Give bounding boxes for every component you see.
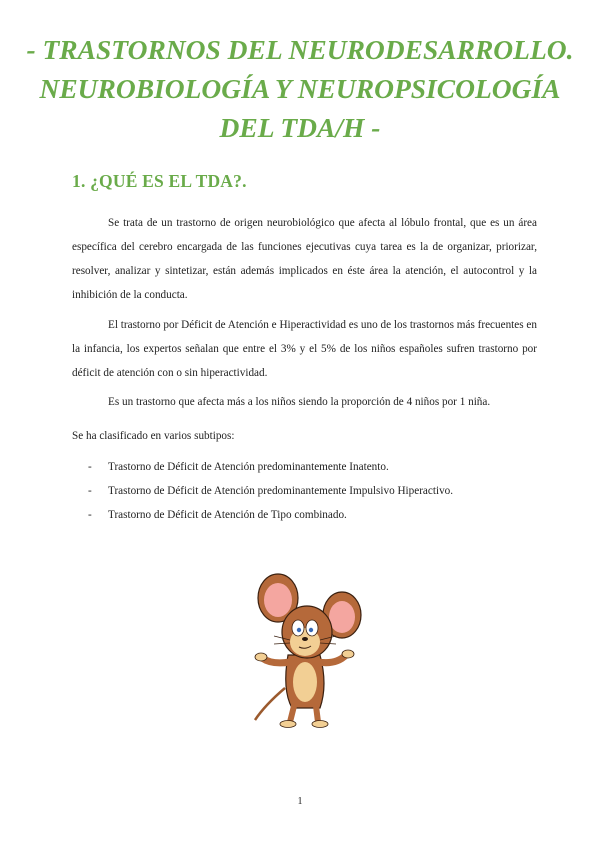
title-line-3: DEL TDA/H -	[219, 112, 381, 143]
bullet-dash: -	[88, 461, 92, 473]
list-item-text: Trastorno de Déficit de Atención de Tipo combinado.	[108, 509, 347, 521]
list-item	[88, 479, 538, 503]
list-item-text: Trastorno de Déficit de Atención predominantemente Impulsivo Hiperactivo.	[108, 485, 454, 497]
document-title	[20, 30, 580, 147]
title-line-1: - TRASTORNOS DEL NEURODESARROLLO.	[26, 34, 574, 65]
paragraph-definition: Se trata de un trastorno de origen neurobiológico que afecta al lóbulo frontal, que es un área específica del cerebro encargada de las funciones ejecutivas cuya tarea es la de organizar, priorizar, resolver, analizar y sintetizar, están además implicados en éste área la atención, el autocontrol y la inhibición de la conducta.	[72, 217, 537, 301]
subtypes-list	[88, 455, 538, 527]
paragraph-subtypes-intro: Se ha clasificado en varios subtipos:	[72, 430, 235, 442]
bullet-dash: -	[88, 509, 92, 521]
paragraph-ratio: Es un trastorno que afecta más a los niños siendo la proporción de 4 niños por 1 niña.	[108, 396, 491, 408]
bullet-dash: -	[88, 485, 92, 497]
cartoon-mouse-shrugging-icon	[250, 570, 365, 730]
section-heading: 1. ¿QUÉ ES EL TDA?.	[72, 171, 247, 191]
page-number: 1	[297, 796, 303, 807]
paragraph-prevalence: El trastorno por Déficit de Atención e Hiperactividad es uno de los trastornos más frecuentes en la infancia, los expertos señalan que entre el 3% y el 5% de los niños españoles sufren trastorno por déficit de atención con o sin hiperactividad.	[72, 319, 537, 379]
title-line-2: NEUROBIOLOGÍA Y NEUROPSICOLOGÍA	[39, 73, 561, 104]
list-item-text: Trastorno de Déficit de Atención predominantemente Inatento.	[108, 461, 389, 473]
list-item	[88, 455, 538, 479]
list-item	[88, 503, 538, 527]
